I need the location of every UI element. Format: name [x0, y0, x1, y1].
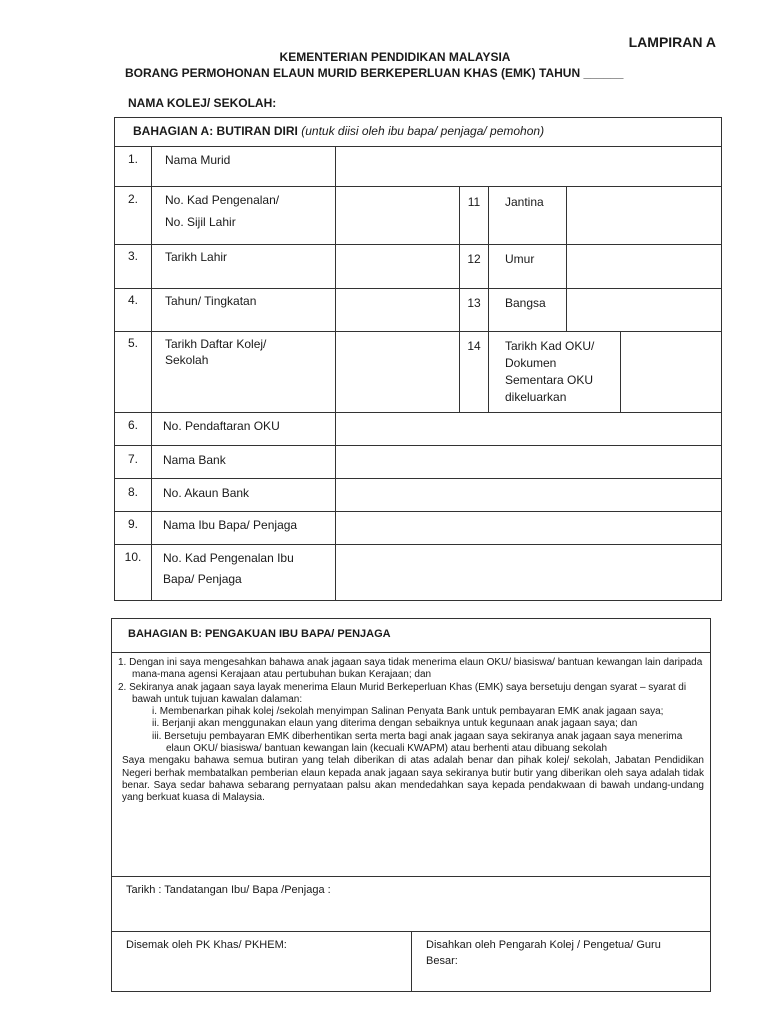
date-signature-field[interactable]	[112, 899, 710, 929]
field-value-nama-bank[interactable]	[337, 446, 719, 477]
field-label-tarikh-kad-oku: Tarikh Kad OKU/	[505, 339, 595, 353]
label-column-divider	[335, 147, 336, 600]
row-number: 8.	[127, 485, 138, 499]
row-number: 10.	[124, 550, 142, 564]
declaration-item-2: 2. Sekiranya anak jagaan saya layak menerima Elaun Murid Berkeperluan Khas (EMK) saya bersetuju dengan syarat – syarat di bawah untuk tujuan kawalan dalaman:	[118, 681, 687, 705]
field-label-bapa-penjaga: Bapa/ Penjaga	[163, 572, 242, 586]
field-label-no-akaun-bank: No. Akaun Bank	[163, 486, 250, 500]
declaration-text	[118, 657, 704, 805]
row-number: 9.	[127, 517, 138, 531]
row-number: 7.	[127, 452, 138, 466]
date-signature-label: Tarikh : Tandatangan Ibu/ Bapa /Penjaga :	[126, 884, 331, 896]
section-a-subtitle: (untuk diisi oleh ibu bapa/ penjaga/ pemohon)	[301, 124, 545, 138]
declaration-sub-i: i. Membenarkan pihak kolej /sekolah menyimpan Salinan Penyata Bank untuk pembayaran EMK anak jagaan saya;	[152, 706, 664, 718]
field-label-no-kad-ibu-bapa: No. Kad Pengenalan Ibu	[163, 551, 294, 565]
row-number: 14	[467, 339, 481, 353]
approved-by-label-line2: Besar:	[426, 955, 458, 967]
field-label-umur: Umur	[505, 252, 535, 266]
checked-by-label: Disemak oleh PK Khas/ PKHEM:	[126, 939, 287, 951]
field-value-no-akaun-bank[interactable]	[337, 479, 719, 510]
section-a-title: BAHAGIAN A: BUTIRAN DIRI	[133, 124, 298, 138]
field-value-tarikh-daftar[interactable]	[337, 332, 458, 411]
row-number: 4.	[127, 293, 138, 307]
ministry-title: KEMENTERIAN PENDIDIKAN MALAYSIA	[279, 50, 511, 64]
section-a-header	[115, 118, 721, 147]
right-label-column-divider	[488, 186, 489, 412]
field-value-nama-ibu-bapa[interactable]	[337, 512, 719, 543]
row-number: 11	[467, 195, 481, 209]
declaration-paragraph: Saya mengaku bahawa semua butiran yang telah diberikan di atas adalah benar dan pihak kolej/ sekolah, Jabatan Pendidikan Negeri berhak membatalkan pemberian elaun kepada anak jagaan saya sekiranya butir butir yang diberikan oleh saya adalah tidak benar. Saya sedar bahawa sebarang pernyataan palsu akan mendedahkan saya kepada pendakwaan di bawah undang-undang yang berkuat kuasa di Malaysia.	[122, 755, 704, 804]
row-number: 2.	[127, 192, 138, 206]
field-value-no-pendaftaran-oku[interactable]	[337, 413, 719, 444]
row-number: 12	[467, 252, 481, 266]
field-label-no-sijil-lahir: No. Sijil Lahir	[165, 215, 236, 229]
field-label-nama-murid: Nama Murid	[165, 153, 231, 167]
field-label-dokumen: Dokumen	[505, 356, 557, 370]
field-value-bangsa[interactable]	[567, 289, 719, 330]
field-label-nama-ibu-bapa: Nama Ibu Bapa/ Penjaga	[163, 518, 298, 532]
row-number: 5.	[127, 336, 138, 350]
lampiran-label: LAMPIRAN A	[628, 34, 716, 50]
field-label-no-kad-pengenalan: No. Kad Pengenalan/	[165, 193, 280, 207]
declaration-sub-iii: iii. Bersetuju pembayaran EMK diberhentikan serta merta bagi anak jagaan saya sekiranya anak jagaan saya menerima elaun OKU/ biasiswa/ bantuan kewangan lain (kecuali KWAPM) atau berhenti atau dibuang sekolah	[152, 730, 683, 755]
field-label-tarikh-daftar: Tarikh Daftar Kolej/	[165, 337, 267, 351]
declaration-item-1: 1. Dengan ini saya mengesahkan bahawa anak jagaan saya tidak menerima elaun OKU/ biasiswa/ bantuan kewangan lain daripada mana-mana agensi Kerajaan atau pertubuhan bukan Kerajaan; dan	[118, 657, 703, 681]
declaration-sub-ii: ii. Berjanji akan menggunakan elaun yang diterima dengan sebaiknya untuk kegunaan anak jagaan saya; dan	[152, 718, 638, 730]
field-value-umur[interactable]	[567, 245, 719, 287]
form-title: BORANG PERMOHONAN ELAUN MURID BERKEPERLUAN KHAS (EMK) TAHUN ______	[125, 66, 624, 80]
field-value-tarikh-lahir[interactable]	[337, 245, 458, 287]
right-number-column-divider	[459, 186, 460, 412]
field-label-tarikh-daftar-sekolah: Sekolah	[165, 353, 209, 367]
section-a-table	[114, 117, 722, 601]
field-label-nama-bank: Nama Bank	[163, 453, 226, 467]
field-label-sementara-oku: Sementara OKU	[505, 373, 594, 387]
field-value-jantina[interactable]	[567, 187, 719, 243]
field-label-tahun-tingkatan: Tahun/ Tingkatan	[165, 294, 257, 308]
field-value-no-kad-ibu-bapa[interactable]	[337, 545, 719, 599]
approved-by-label: Disahkan oleh Pengarah Kolej / Pengetua/ Guru	[426, 939, 661, 951]
field-label-dikeluarkan: dikeluarkan	[505, 390, 567, 404]
number-column-divider	[151, 147, 152, 600]
field-label-jantina: Jantina	[505, 195, 544, 209]
row-number: 6.	[127, 418, 138, 432]
section-b-box	[111, 618, 711, 992]
field-value-tarikh-kad-oku[interactable]	[621, 332, 719, 411]
field-value-nama-murid[interactable]	[337, 148, 719, 185]
signature-column-divider	[411, 931, 412, 991]
row-number: 3.	[127, 249, 138, 263]
school-name-label: NAMA KOLEJ/ SEKOLAH:	[128, 96, 277, 110]
row-divider	[112, 876, 710, 877]
row-number: 1.	[127, 152, 138, 166]
row-number: 13	[467, 296, 481, 310]
field-value-tahun-tingkatan[interactable]	[337, 289, 458, 330]
field-label-tarikh-lahir: Tarikh Lahir	[165, 250, 228, 264]
field-label-bangsa: Bangsa	[505, 296, 546, 310]
field-value-no-kad-pengenalan[interactable]	[337, 187, 458, 243]
field-label-no-pendaftaran-oku: No. Pendaftaran OKU	[163, 419, 280, 433]
section-b-title: BAHAGIAN B: PENGAKUAN IBU BAPA/ PENJAGA	[112, 619, 710, 653]
